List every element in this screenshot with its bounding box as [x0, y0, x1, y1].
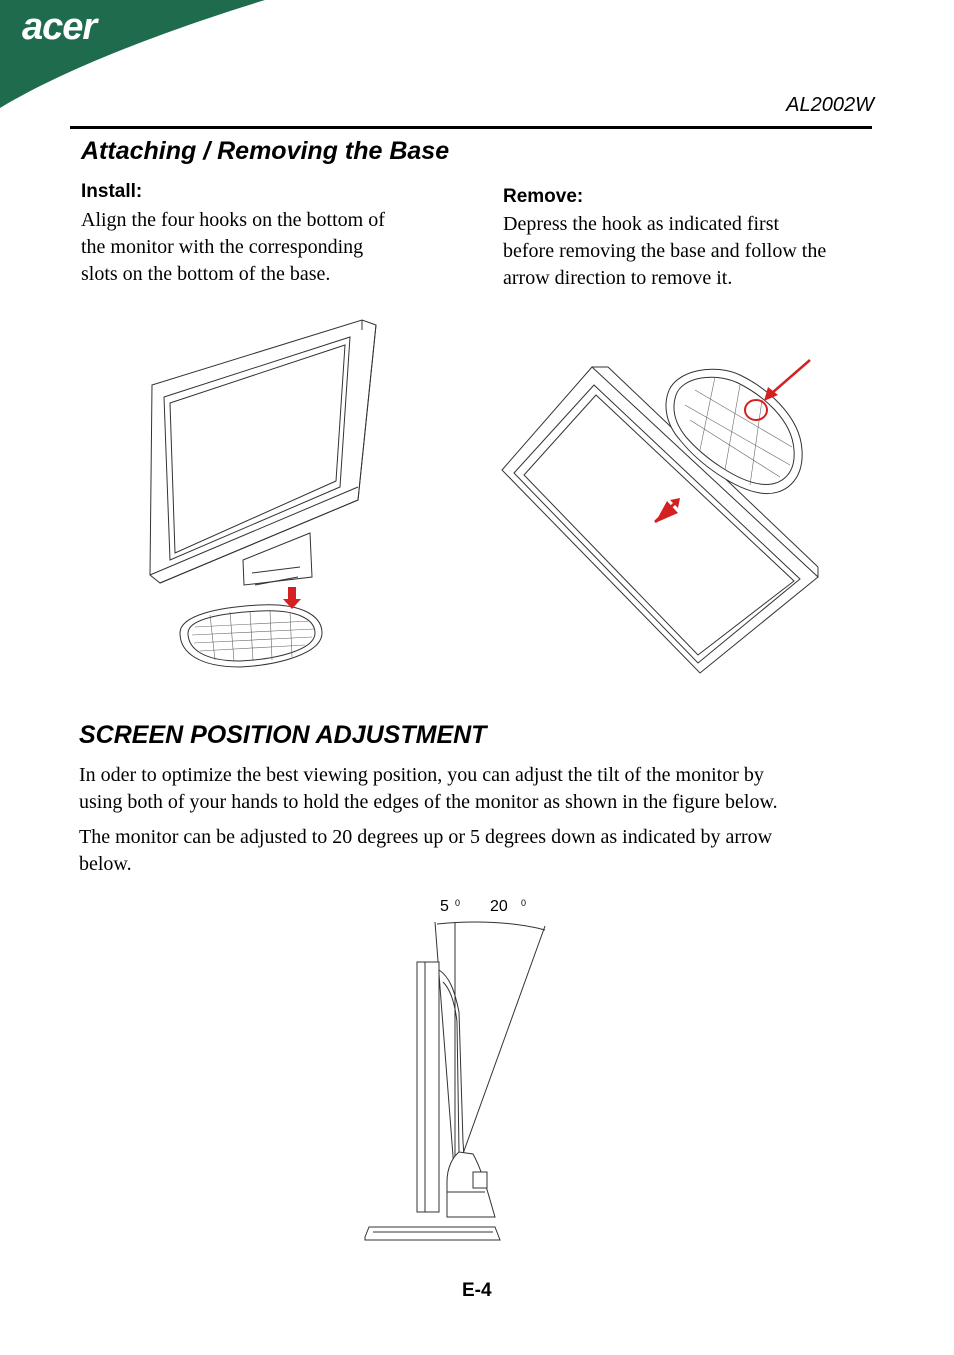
install-line: the monitor with the corresponding: [81, 236, 364, 258]
header-rule: [70, 126, 872, 129]
install-line: Align the four hooks on the bottom of: [81, 209, 385, 231]
pointer-arrow-icon: [764, 360, 810, 401]
acer-logo-text: acer: [22, 6, 97, 48]
section-title-base: Attaching / Removing the Base: [81, 137, 450, 165]
remove-text: [503, 211, 826, 292]
tilt-up-degree: 0: [521, 898, 527, 908]
page-number: E-4: [462, 1280, 492, 1301]
install-text: [81, 207, 385, 288]
install-line: slots on the bottom of the base.: [81, 263, 331, 285]
tilt-up-value: 20: [490, 898, 508, 915]
acer-logo-banner: [0, 0, 265, 110]
adjust-line: using both of your hands to hold the edges of the monitor as shown in the figure below.: [79, 791, 778, 813]
adjust-paragraph-2: [79, 824, 772, 878]
tilt-down-degree: 0: [455, 898, 461, 908]
remove-line: arrow direction to remove it.: [503, 267, 733, 289]
adjust-line: The monitor can be adjusted to 20 degrees up or 5 degrees down as indicated by arrow: [79, 826, 773, 848]
remove-heading: Remove:: [503, 186, 584, 207]
install-illustration: [140, 315, 390, 675]
adjust-line: below.: [79, 853, 132, 875]
tilt-illustration: [355, 912, 555, 1247]
install-heading: Install:: [81, 181, 143, 202]
tilt-down-value: 5: [440, 898, 449, 915]
remove-line: before removing the base and follow the: [503, 240, 827, 262]
remove-illustration: [500, 355, 830, 680]
adjust-paragraph-1: [79, 762, 778, 816]
remove-line: Depress the hook as indicated first: [503, 213, 780, 235]
adjust-line: In oder to optimize the best viewing position, you can adjust the tilt of the monitor by: [79, 764, 764, 786]
section-title-screen-position: SCREEN POSITION ADJUSTMENT: [79, 721, 487, 749]
model-number: AL2002W: [786, 94, 874, 116]
